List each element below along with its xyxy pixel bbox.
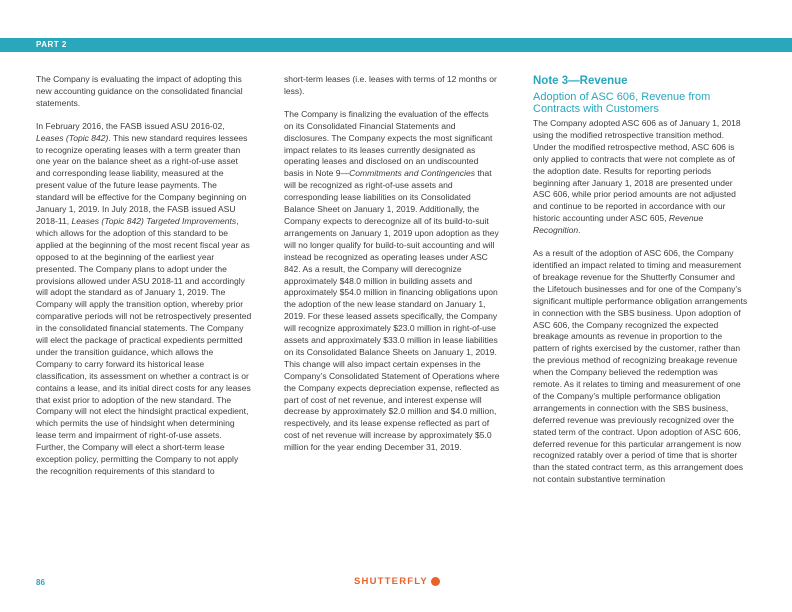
note-body	[533, 118, 749, 486]
italic-text: Revenue Recognition	[533, 213, 704, 236]
paragraph	[533, 248, 749, 486]
text-column-3	[533, 74, 749, 497]
shutterfly-logo	[354, 575, 440, 587]
paragraph-text: As a result of the adoption of ASC 606, the Company identified an impact related to timing and measurement of breakage revenue for the Shutterfly Consumer and the Lifetouch businesses and for one of the Company’s significant multiple performance obligation arrangements in connection with the SBS business. Upon adoption of ASC 606, the Company recognized the expected breakage amounts as revenue in proportion to the pattern of rights exercised by the customer, rather than the previous method of recognizing breakage revenue when the Company believed the redemption was remote. As it relates to timing and measurement of one of the Company’s multiple performance obligation arrangements in connection with the SBS business, deferred revenue was previously recognized over the stated term of the contract. Upon adoption of ASC 606, deferred revenue for this particular arrangement is now recognized ratably over a period of time that is shorter than the stated contract term, as this arrangement does not contain substantive termination	[533, 248, 748, 485]
paragraph-text: short-term leases (i.e. leases with terms of 12 months or less).	[284, 74, 497, 96]
italic-text: Leases (Topic 842) Targeted Improvements	[71, 215, 237, 226]
paragraph-text: The Company is evaluating the impact of adopting this new accounting guidance on the consolidated financial statements.	[36, 74, 243, 108]
section-band	[0, 38, 792, 52]
logo-badge-icon	[431, 577, 440, 586]
paragraph-text: .	[578, 225, 581, 236]
paragraph-text: The Company is finalizing the evaluation of the effects on its Consolidated Financial Statements and disclosures. The Company expects the most significant impact relates to its leases currently designated as operating leases and disclosed on an undiscounted basis in Note 9—	[284, 108, 493, 179]
paragraph-text: The Company adopted ASC 606 as of January 1, 2018 using the modified retrospective transition method. Under the modified retrospective method, ASC 606 is only applied to contracts that were not complete as of the adoption date. Results for reporting periods beginning after January 1, 2018 are presented under ASC 606, while prior period amounts are not adjusted and continue to be reported in accordance with our historic accounting under ASC 605,	[533, 118, 741, 224]
text-column-1	[36, 74, 252, 489]
page-number: 86	[36, 578, 45, 587]
section-label: PART 2	[36, 40, 67, 49]
note-subheading: Adoption of ASC 606, Revenue from Contracts with Customers	[533, 91, 711, 115]
italic-text: Leases (Topic 842)	[36, 132, 109, 143]
paragraph	[533, 118, 749, 237]
paragraph	[36, 121, 252, 478]
paragraph-text: that will be recognized as right-of-use assets and corresponding lease liabilities on its Consolidated Balance Sheet on January 1, 2019. Additionally, the Company expects to derecognize all of its build-to-suit arrangements on January 1, 2019 upon adoption as they will no longer qualify for build-to-suit accounting and will instead be recognized as operating leases under ASC 842. As a result, the Company will derecognize approximately $48.0 million in building assets and approximately $54.0 million in financing obligations upon the adoption of the new lease standard on January 1, 2019. For these leased assets specifically, the Company will recognize approximately $23.0 million in right-of-use assets and approximately $33.0 million in lease liabilities on its Consolidated Balance Sheets on January 1, 2019. This change will also impact certain expenses in the Company’s Consolidated Statement of Operations where the Company expects depreciation expense, reflected as part of cost of net revenue, and interest expense will decrease by approximately $2.0 million and $4.0 million, respectively, and its lease expense reflected as part of cost of net revenue will increase by approximately $5.0 million for the year ending December 31, 2019.	[284, 168, 500, 453]
paragraph-text: In February 2016, the FASB issued ASU 2016-02,	[36, 120, 225, 131]
logo-wordmark: SHUTTERFLY	[354, 575, 428, 587]
italic-text: Commitments and Contingencies	[349, 168, 475, 179]
paragraph-text: , which allows for the adoption of this standard to be applied at the beginning of the most recent fiscal year as opposed to at the beginning of the earliest year presented. The Company plans to adopt under the provisions allowed under ASU 2018-11 and accordingly will adopt the standard as of January 1, 2019. The Company will apply the transition option, whereby prior comparative periods will not be retrospectively presented in the consolidated financial statements. The Company will elect the package of practical expedients permitted under the transition guidance, which allows the Company to carry forward its historical lease classification, its assessment on whether a contract is or contains a lease, and its initial direct costs for any leases that exist prior to adoption of the new standard. The Company will not elect the hindsight practical expedient, which permits the use of hindsight when determining lease term and impairment of right-of-use assets. Further, the Company will elect a short-term lease exception policy, permitting the Company to not apply the recognition requirements of this standard to	[36, 215, 252, 476]
paragraph	[284, 109, 500, 454]
paragraph	[36, 74, 252, 110]
paragraph-text: . This new standard requires lessees to recognize operating leases with a term greater than one year on the balance sheet as a right-of-use asset and corresponding lease liability, measured at the present value of the future lease payments. The standard will be effective for the Company beginning on January 1, 2019. In July 2018, the FASB issued ASU 2018-11,	[36, 132, 248, 226]
paragraph	[284, 74, 500, 98]
text-column-2	[284, 74, 500, 465]
note-heading: Note 3—Revenue	[533, 75, 628, 87]
